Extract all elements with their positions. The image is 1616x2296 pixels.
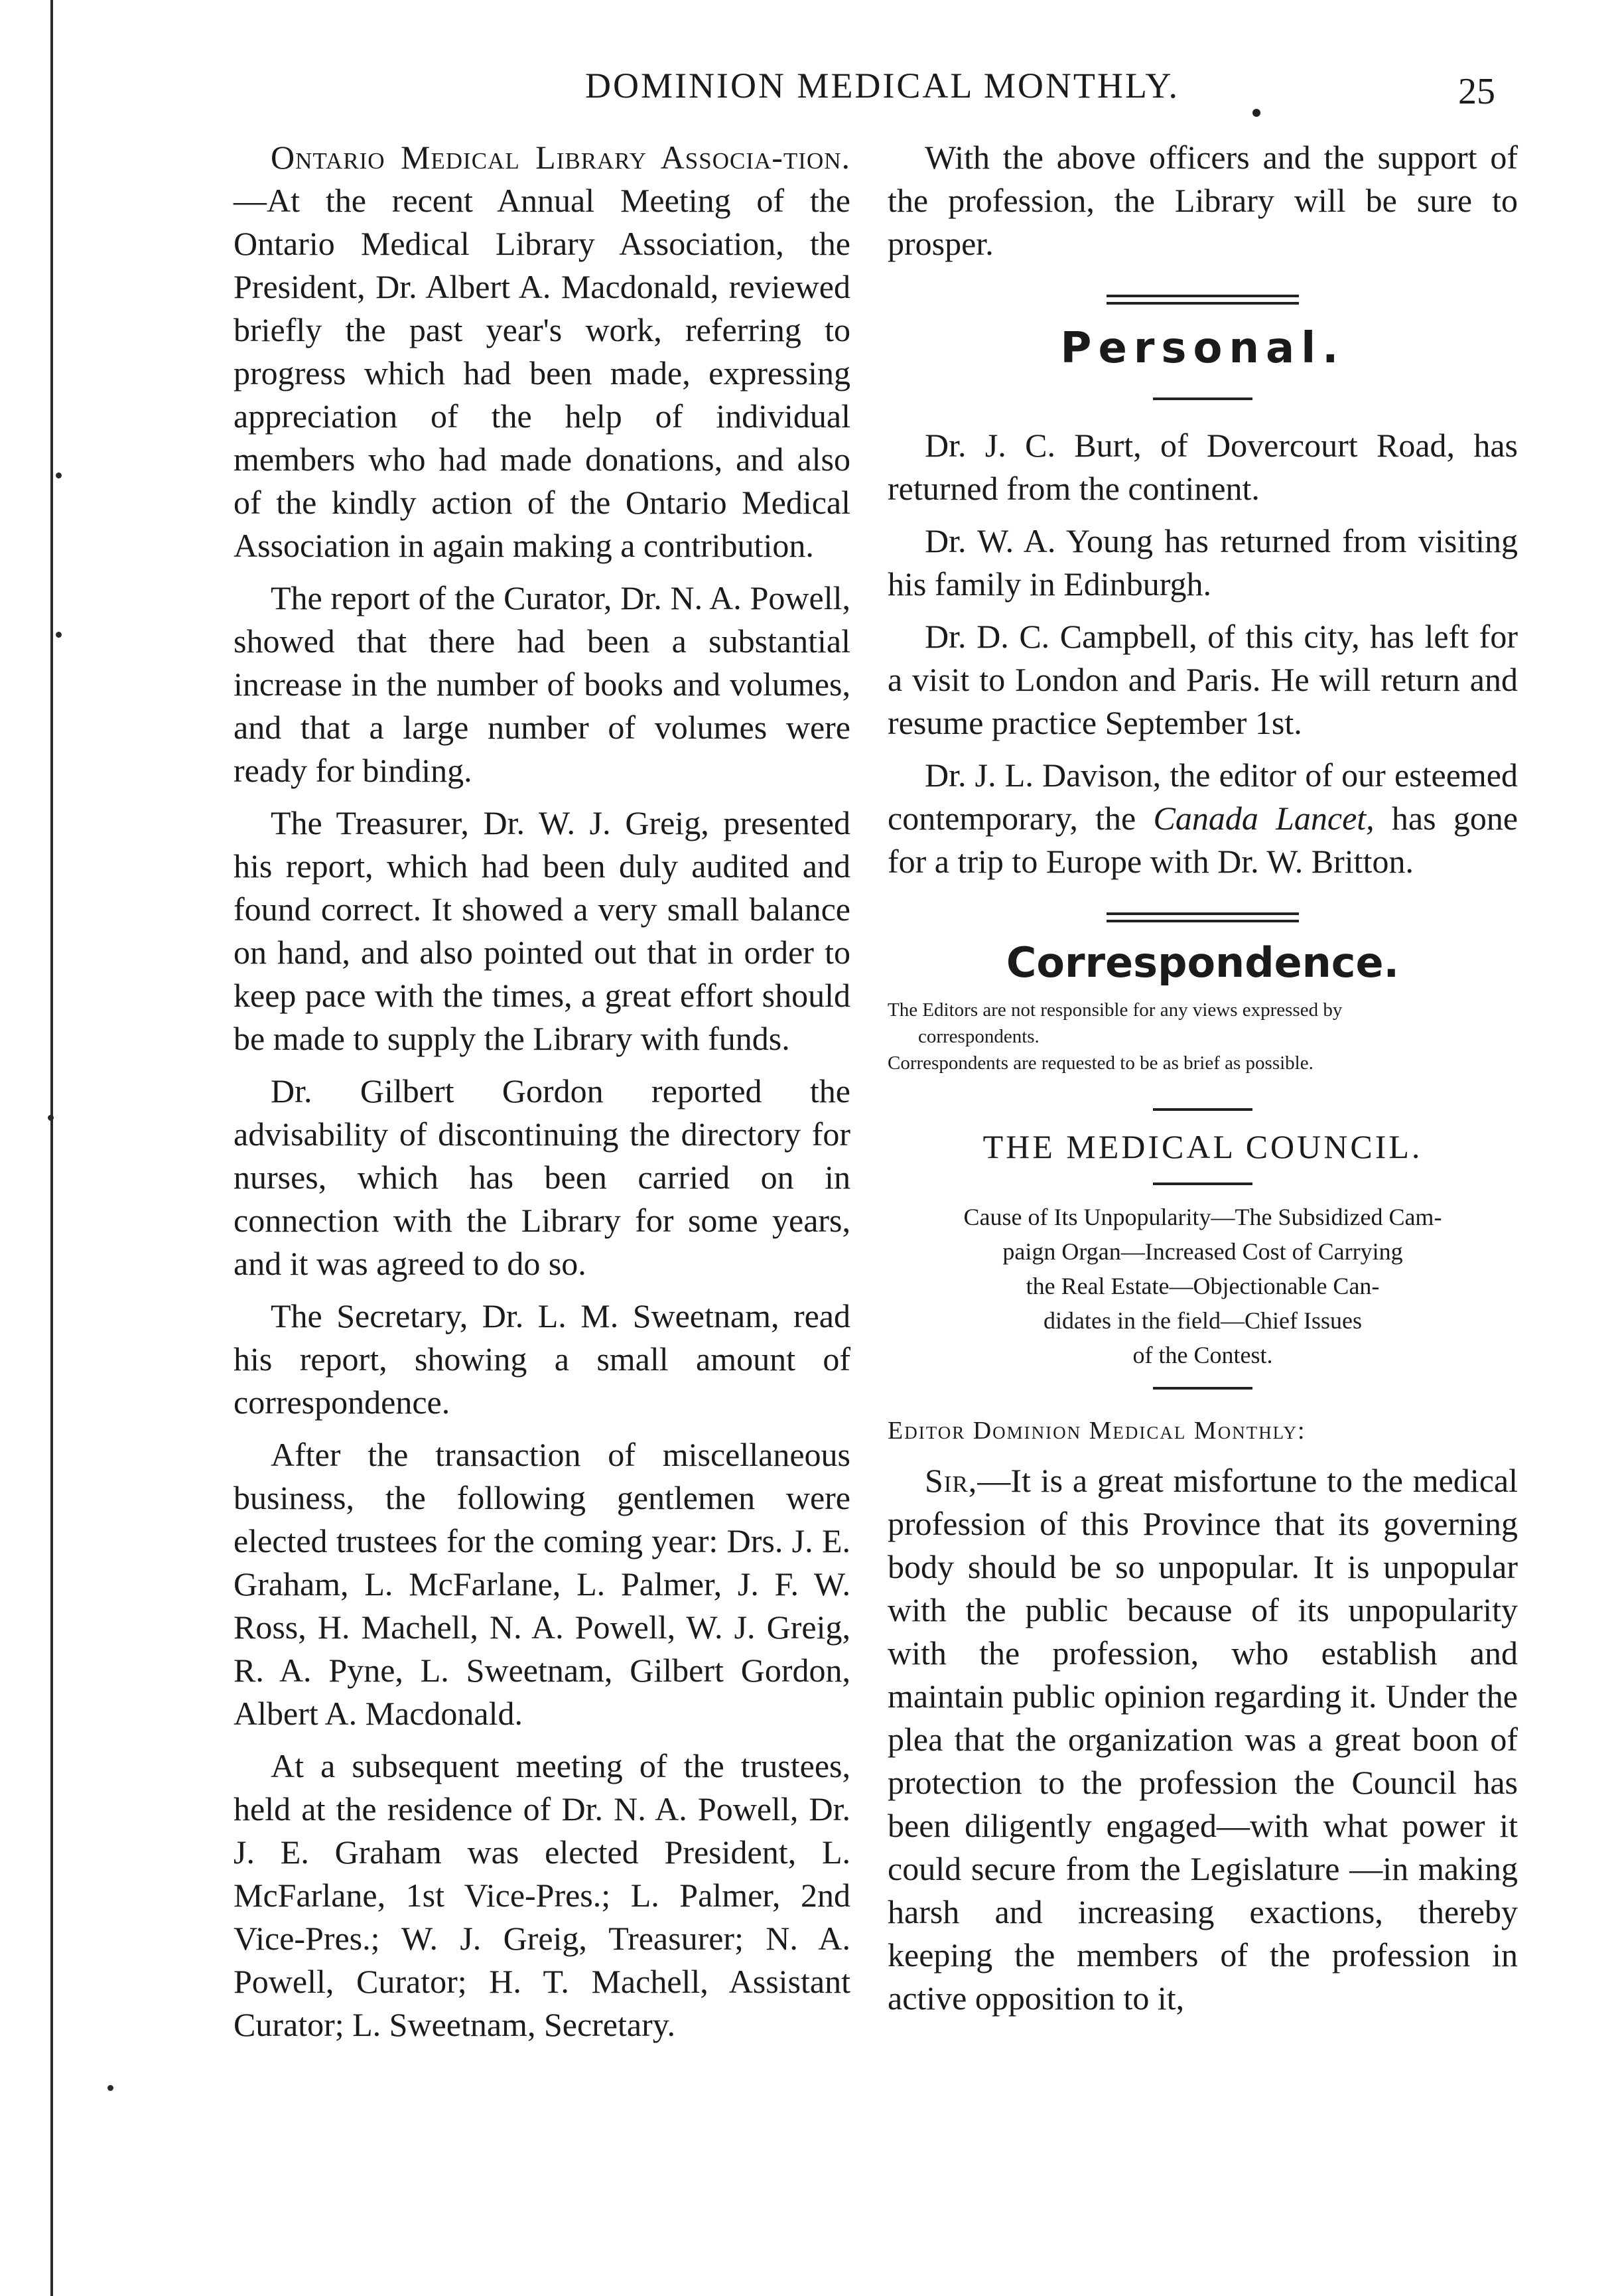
paragraph-trustees-elected: After the transaction of miscellaneous business, the following gentlemen were elected trustees for the coming year: Drs. J. E. Graham, L. McFarlane, L. Palmer, J. F. W. Ross, H. Machell, N. A. Powell, W. J. Greig, R. A. Pyne, L. Sweetnam, Gilbert Gordon, Albert A. Macdonald. xyxy=(234,1436,850,1732)
article-title: THE MEDICAL COUNCIL. xyxy=(982,1128,1423,1165)
page-number: 25 xyxy=(1458,71,1495,112)
journal-title: Canada Lancet, xyxy=(1153,800,1375,837)
letter-addressee: Editor Dominion Medical Monthly: xyxy=(888,1417,1306,1445)
printer-dot xyxy=(1252,109,1260,117)
section-title-correspondence: Correspondence. xyxy=(1006,938,1400,987)
subtitle-line: Cause of Its Unpopularity—The Subsidized Cam- xyxy=(963,1204,1442,1230)
paragraph-treasurer-report: The Treasurer, Dr. W. J. Greig, presented his report, which had been duly audited and found correct. It showed a very small balance on hand, and also pointed out that in order to keep pace with the times, a great effort should be made to supply the Library with funds. xyxy=(234,804,850,1057)
left-column xyxy=(234,136,850,2046)
paragraph-secretary-report: The Secretary, Dr. L. M. Sweetnam, read his report, showing a small amount of correspondence. xyxy=(234,1297,850,1421)
double-rule-divider xyxy=(1107,912,1299,922)
binding-edge xyxy=(50,0,53,2296)
rule-divider xyxy=(1153,1108,1252,1111)
rule-divider xyxy=(1153,397,1252,400)
subtitle-line: paign Organ—Increased Cost of Carrying xyxy=(1002,1238,1403,1265)
personal-item: Dr. D. C. Campbell, of this city, has left for a visit to London and Paris. He will return and resume practice September 1st. xyxy=(888,618,1518,741)
letter-salutation: Sir, xyxy=(925,1462,978,1499)
editorial-notes xyxy=(888,998,1518,1075)
personal-item: Dr. W. A. Young has returned from visiting his family in Edinburgh. xyxy=(888,522,1518,603)
article-subtitle xyxy=(888,1200,1518,1372)
scan-speck xyxy=(48,1115,54,1121)
subtitle-line: didates in the field—Chief Issues xyxy=(1044,1307,1362,1334)
paragraph-curator-report: The report of the Curator, Dr. N. A. Powell, showed that there had been a substantial increase in the number of books and volumes, and that a large number of volumes were ready for binding. xyxy=(234,579,850,789)
letter-text: —It is a great misfortune to the medical profession of this Province that its governing body should be so unpopular. It is unpopular with the public because of its unpopularity with the profession, who establish and maintain public opinion regarding it. Under the plea that the organization was a great boon of protection to the profession the Council has been diligently engaged—with what power it could secure from the Legislature —in making harsh and increasing exactions, thereby keeping the members of the profession in active opposition to it, xyxy=(888,1462,1518,2017)
paragraph-library-meeting xyxy=(234,136,850,567)
right-column xyxy=(888,136,1518,2020)
personal-item-text: has gone for a trip to Europe with Dr. W. Britton. xyxy=(888,800,1518,880)
subtitle-line: of the Contest. xyxy=(1132,1342,1273,1368)
scan-speck xyxy=(56,632,62,638)
paragraph-library-continuation: With the above officers and the support of the profession, the Library will be sure to prosper. xyxy=(888,139,1518,262)
editors-note: The Editors are not responsible for any views expressed by xyxy=(888,999,1343,1021)
scan-speck xyxy=(107,2085,113,2091)
running-title: DOMINION MEDICAL MONTHLY. xyxy=(584,66,1180,106)
letter-body xyxy=(888,1459,1518,2020)
subtitle-line: the Real Estate—Objectionable Can- xyxy=(1026,1273,1380,1299)
section-title-personal: Personal. xyxy=(1060,324,1345,373)
personal-item: Dr. J. C. Burt, of Dovercourt Road, has returned from the continent. xyxy=(888,427,1518,507)
rule-divider xyxy=(1153,1387,1252,1390)
paragraph-text: —At the recent Annual Meeting of the Ontario Medical Library Association, the President, Dr. Albert A. Macdonald, reviewed briefly the past year's work, referring to progress which had been made, expressing appreciation of the help of individual members who had made donations, and also of the kindly action of the Ontario Medical Association in again making a contribution. xyxy=(234,182,850,564)
paragraph-officers-elected: At a subsequent meeting of the trustees, held at the residence of Dr. N. A. Powell, Dr. J. E. Graham was elected President, L. McFarlane, 1st Vice-Pres.; L. Palmer, 2nd Vice-Pres.; W. J. Greig, Treasurer; N. A. Powell, Curator; H. T. Machell, Assistant Curator; L. Sweetnam, Secretary. xyxy=(234,1747,850,2043)
brevity-note: Correspondents are requested to be as brief as possible. xyxy=(888,1052,1313,1074)
section-lead: Ontario Medical Library Associa-tion. xyxy=(271,139,850,176)
paragraph-nurses-directory: Dr. Gilbert Gordon reported the advisability of discontinuing the directory for nurses, which has been carried on in connection with the Library for some years, and it was agreed to do so. xyxy=(234,1072,850,1282)
scan-speck xyxy=(56,472,62,478)
double-rule-divider xyxy=(1107,295,1299,305)
personal-item xyxy=(888,754,1518,883)
personal-item-text: Dr. J. L. Davison, the editor of our esteemed contemporary, the xyxy=(888,756,1518,837)
editors-note-continuation: correspondents. xyxy=(918,1026,1040,1047)
rule-divider xyxy=(1153,1183,1252,1185)
